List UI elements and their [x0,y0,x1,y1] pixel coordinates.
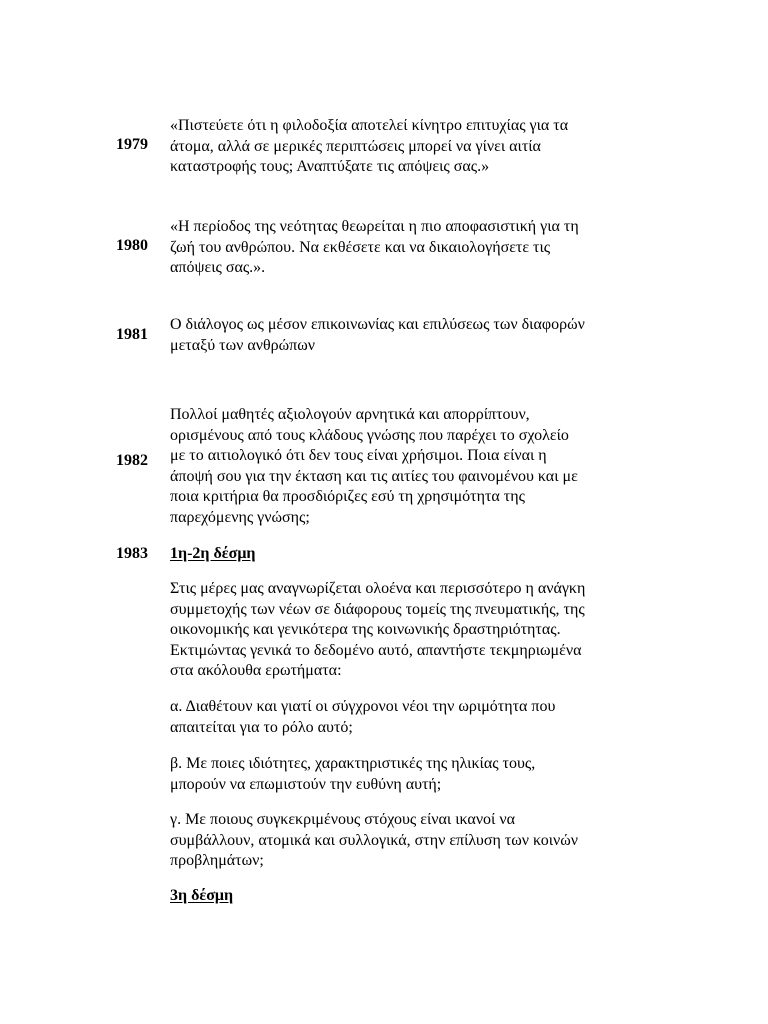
entry-text [170,217,650,279]
text-line: «Πιστεύετε ότι η φιλοδοξία αποτελεί κίνητρο επιτυχίας για τα [170,117,569,134]
text-line: άτομα, αλλά σε μερικές περιπτώσεις μπορεί να γίνει αιτία [170,137,541,155]
entry-year: 1979 [116,136,148,153]
text-line: α. Διαθέτουν και γιατί οι σύγχρονοι νέοι την ωριμότητα που [170,698,556,715]
section-heading-2-wrap [170,886,650,907]
text-line: Ο διάλογος ως μέσον επικοινωνίας και επιλύσεως των διαφορών [170,316,585,333]
text-line: μπορούν να επωμιστούν την ευθύνη αυτή; [170,775,442,793]
text-line: άποψή σου για την έκταση και τις αιτίες του φαινομένου και με [170,467,578,485]
text-line: απαιτείται για το ρόλο αυτό; [170,718,353,736]
entry-year: 1982 [116,452,148,469]
entry-text [170,116,650,178]
entry-text [170,315,650,356]
text-line: Στις μέρες μας αναγνωρίζεται ολοένα και περισσότερο η ανάγκη [170,580,586,597]
text-line: Εκτιμώντας γενικά το δεδομένο αυτό, απαντήστε τεκμηριωμένα [170,641,582,659]
text-line: συμβάλλουν, ατομικά και συλλογικά, στην επίλυση των κοινών [170,831,579,849]
text-line: Πολλοί μαθητές αξιολογούν αρνητικά και απορρίπτουν, [170,406,530,423]
text-line: γ. Με ποιους συγκεκριμένους στόχους είναι ικανοί να [170,811,515,828]
section-heading: 3η δέσμη [170,887,234,904]
text-line: ζωή του ανθρώπου. Να εκθέσετε και να δικαιολογήσετε τις [170,238,551,256]
text-line: «Η περίοδος της νεότητας θεωρείται η πιο αποφασιστική για τη [170,218,579,235]
text-line: μεταξύ των ανθρώπων [170,336,315,354]
text-line: β. Με ποιες ιδιότητες, χαρακτηριστικές της ηλικίας τους, [170,755,536,772]
text-line: στα ακόλουθα ερωτήματα: [170,662,342,679]
text-line: παρεχόμενης γνώσης; [170,508,310,526]
entry-year: 1981 [116,326,148,343]
entry-text [170,405,650,528]
entry-year: 1980 [116,237,148,254]
text-line: με το αιτιολογικό ότι δεν τους είναι χρήσιμοι. Ποια είναι η [170,447,547,464]
section-heading: 1η-2η δέσμη [170,545,256,562]
text-line: ποια κριτήρια θα προσδιόριζες εσύ τη χρησιμότητα της [170,488,525,505]
question-a [170,697,650,738]
text-line: προβλημάτων; [170,852,264,869]
question-b [170,754,650,795]
text-line: ορισμένους από τους κλάδους γνώσης που παρέχει το σχολείο [170,426,569,444]
entry-text [170,544,650,565]
entry-year: 1983 [116,545,148,562]
text-line: απόψεις σας.». [170,259,266,276]
text-line: οικονομικής και γενικότερα της κοινωνικής δραστηριότητας. [170,621,561,638]
question-c [170,810,650,872]
intro-paragraph [170,579,650,682]
text-line: καταστροφής τους; Αναπτύξατε τις απόψεις σας.» [170,158,490,175]
text-line: συμμετοχής των νέων σε διάφορους τομείς της πνευματικής, της [170,600,585,618]
